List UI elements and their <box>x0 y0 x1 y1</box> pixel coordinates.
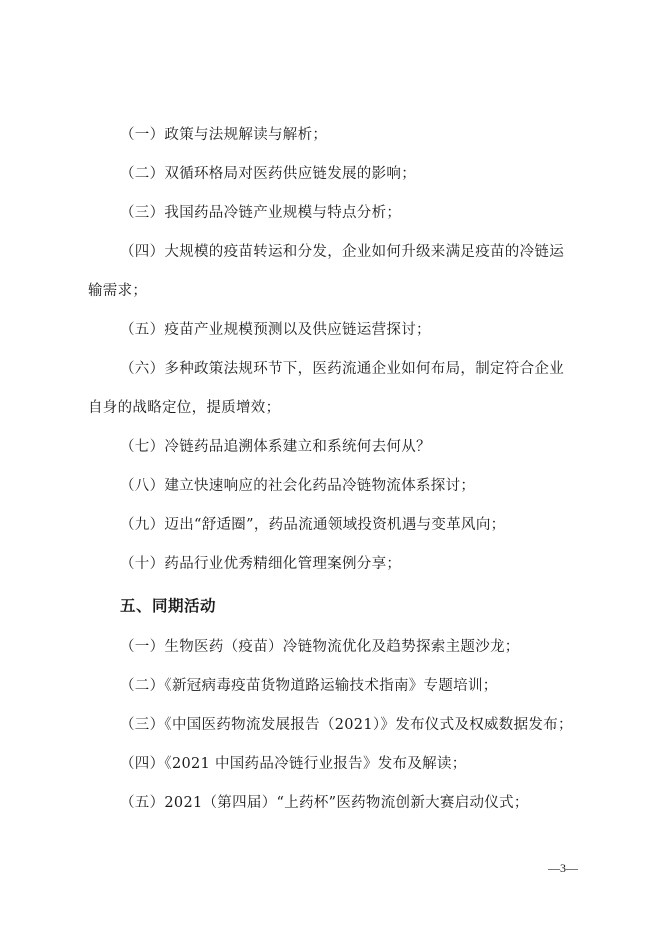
list-item: （五）2021（第四届）“上药杯”医药物流创新大赛启动仪式； <box>120 795 529 811</box>
list-item: （一）生物医药（疫苗）冷链物流优化及趋势探索主题沙龙； <box>120 639 520 655</box>
list-item: （三）我国药品冷链产业规模与特点分析； <box>120 205 402 221</box>
page-number: —3— <box>548 861 578 875</box>
list-item-continuation: 输需求； <box>88 283 148 299</box>
list-item-continuation: 自身的战略定位，提质增效； <box>88 400 281 416</box>
list-item: （五）疫苗产业规模预测以及供应链运营探讨； <box>120 322 431 338</box>
list-item: （二）《新冠病毒疫苗货物道路运输技术指南》专题培训； <box>120 678 498 694</box>
list-item: （二）双循环格局对医药供应链发展的影响； <box>120 166 416 182</box>
list-item: （四）《2021 中国药品冷链行业报告》发布及解读； <box>120 756 467 772</box>
list-item: （八）建立快速响应的社会化药品冷链物流体系探讨； <box>120 478 476 494</box>
list-item: （四）大规模的疫苗转运和分发，企业如何升级来满足疫苗的冷链运 <box>120 244 564 260</box>
list-item: （十）药品行业优秀精细化管理案例分享； <box>120 556 402 572</box>
list-item: （九）迈出“舒适圈”，药品流通领域投资机遇与变革风向； <box>120 517 506 533</box>
section-heading: 五、同期活动 <box>120 597 217 615</box>
list-item: （三）《中国医药物流发展报告（2021）》发布仪式及权威数据发布； <box>120 717 573 733</box>
list-item: （六）多种政策法规环节下，医药流通企业如何布局，制定符合企业 <box>120 361 564 377</box>
list-item: （一）政策与法规解读与解析； <box>120 127 328 143</box>
list-item: （七）冷链药品追溯体系建立和系统何去何从？ <box>120 439 431 455</box>
